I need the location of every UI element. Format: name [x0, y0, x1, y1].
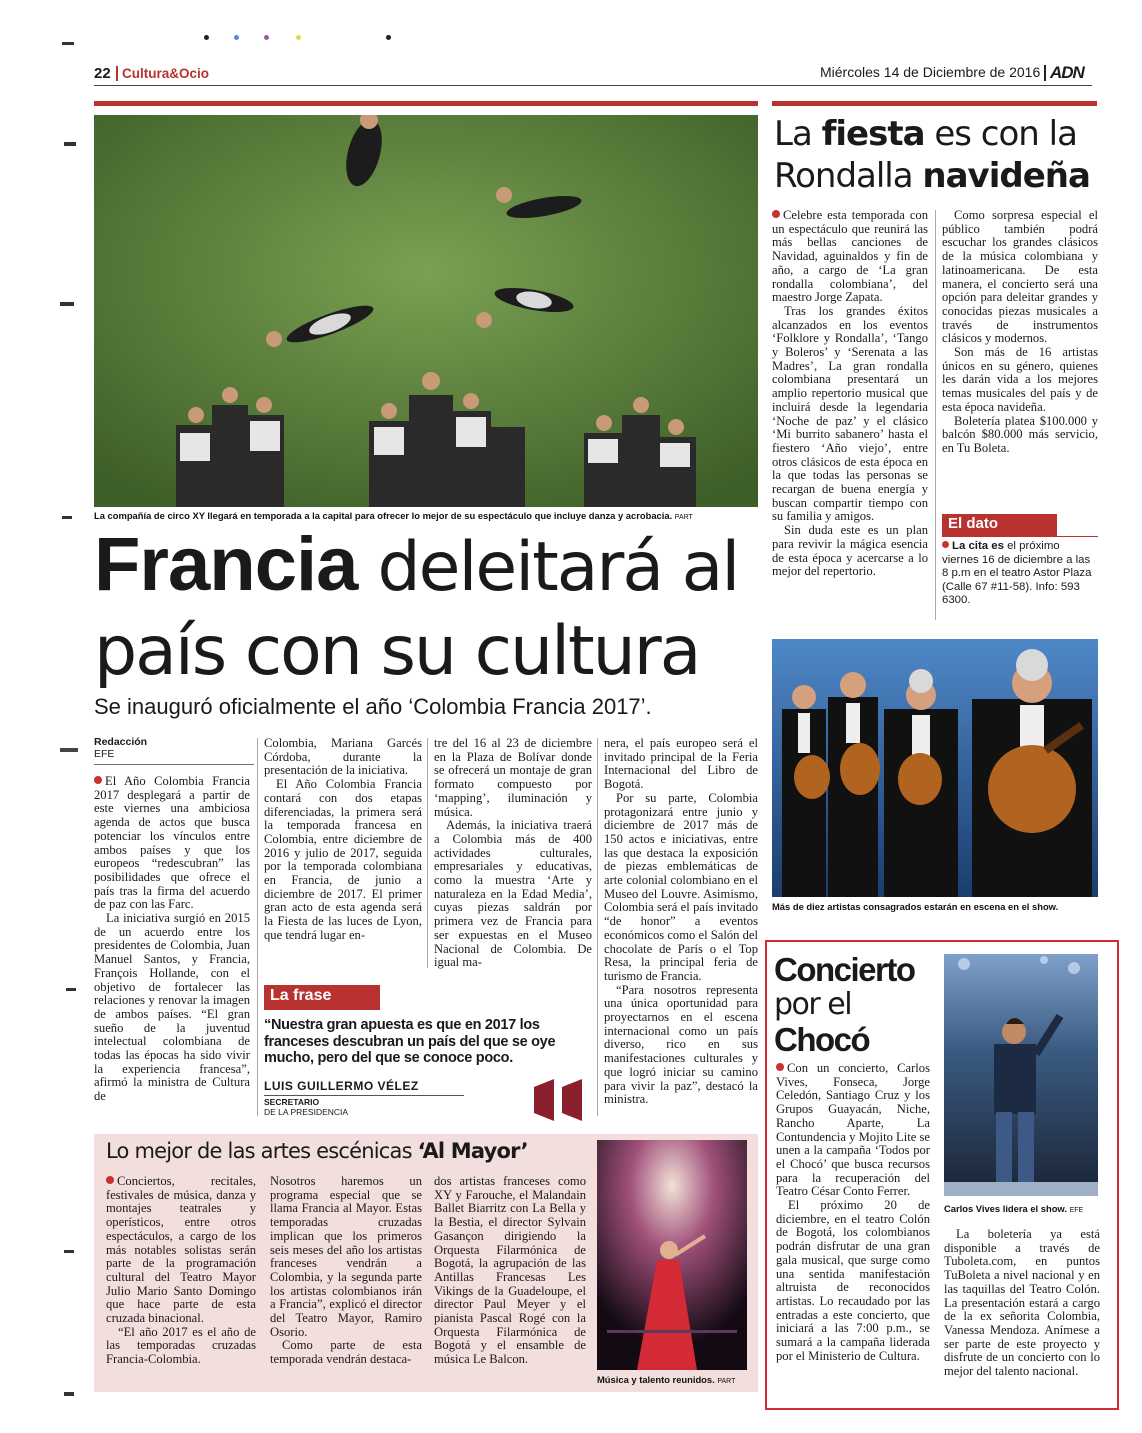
singer-photo	[597, 1140, 747, 1370]
quote-role: SECRETARIO DE LA PRESIDENCIA	[264, 1097, 349, 1117]
page-header	[94, 62, 1092, 86]
byline-name: Redacción	[94, 736, 148, 748]
main-col-4: nera, el país europeo será el invitado principal de la Feria Internacional del Libro de Bogotá. Por su parte, Colombia protagonizará entre junio y diciembre de 2017 más de 150 actos e iniciativas, entre las que destaca la exposición de piezas emblemáticas de arte colonial colombiano en el Museo del Louvre. Asimismo, Colombia será el país invitado “de honor” a eventos económicos como el Salón del chocolate de París o el Top Resa, la principal feria de turismo de Francia. “Para nosotros representa una única oportunidad para proyectarnos en el escena internacional como un país diverso, rico en sus manifestaciones culturales y que logró iniciar su camino para vivir la paz”, destacó la ministra.	[604, 736, 758, 1107]
rondalla-col-1: Celebre esta temporada con un espectáculo que reunirá las más bellas canciones de Navidad, aguinaldos y fin de año, a cargo de ‘La gran rondalla colombiana’, del maestro Jorge Zapata. Tras los grandes éxitos alcanzados en los eventos ‘Folklore y Rondalla’, ‘Tango y Boleros’ y ‘Serenata a las Madres’, La gran rondalla colombiana presentará un amplio repertorio musical que incluirá desde la legendaria ‘Noche de paz’ y el clásico ‘Mi burrito sabanero’ hasta el fiestero ‘Año viejo’, entre otros clásicos de esta época en la que todas las personas se recargan de buena energía y buscan compartir tiempo con su familia y amigos. Sin duda este es un plan para revivir la mágica esencia de esta época y acercarse a lo mejor del repertorio.	[772, 208, 928, 579]
quote-mark-icon	[532, 1079, 588, 1121]
quote-label: La frase	[264, 985, 380, 1009]
issue-date: Miércoles 14 de Diciembre de 2016	[820, 64, 1041, 80]
byline	[94, 736, 254, 765]
dato-box	[942, 514, 1098, 626]
al-mayor-col-2: Nosotros haremos un programa especial que se llama Francia al Mayor. Estas temporadas cruzadas implican que los primeros seis meses del año los artistas franceses vendrán a Colombia, y la segunda parte los artistas colombianos irán a Francia”, explicó el director del Teatro Mayor, Ramiro Osorio. Como parte de esta temporada vendrán destaca-	[270, 1174, 422, 1367]
al-mayor-title	[106, 1139, 606, 1163]
rondalla-title: La fiesta es con la Rondalla navideña	[774, 114, 1090, 196]
circus-photo-caption: La compañía de circo XY llegará en temporada a la capital para ofrecer lo mejor de su espectáculo que incluye danza y acrobacia. PART	[94, 510, 693, 521]
al-mayor-title-light: Lo mejor de las artes escénicas	[106, 1139, 412, 1163]
page-number: 22	[94, 65, 111, 82]
main-headline	[94, 523, 764, 694]
choco-col-2: La boletería ya está disponible a través de Tuboleta.com, en puntos TuBoleta a nivel nacional y en las taquillas del Teatro Colón. La presentación estará a cargo de la ex señorita Colombia, Vanessa Mendoza. Anímese a ser parte de este proyecto y disfrute de un concierto con lo mejor del talento nacional.	[944, 1227, 1100, 1379]
headline-bold: Francia	[94, 522, 358, 607]
vives-photo-caption: Carlos Vives lidera el show. EFE	[944, 1203, 1084, 1214]
circus-photo	[94, 115, 758, 507]
rondalla-col-2: Como sorpresa especial el público también podrá escuchar los grandes clásicos de la música colombiana y latinoamericana. De esta manera, el concierto será una opción para deleitar grandes y conocidas piezas musicales a través de instrumentos clásicos y modernos. Son más de 16 artistas únicos en su género, quienes les darán vida a los mejores temas musicales del país y de esta época navideña. Boletería platea $100.000 y balcón $80.000 más servicio, en Tu Boleta.	[942, 208, 1098, 455]
singer-photo-caption: Música y talento reunidos. PART	[597, 1374, 736, 1385]
vives-photo	[944, 954, 1098, 1196]
quote-box	[264, 985, 592, 1121]
quote-text: “Nuestra gran apuesta es que en 2017 los franceses descubran un país del que se oye mucho, pero del que se conoce poco.	[264, 1017, 556, 1066]
rondalla-photo-caption: Más de diez artistas consagrados estarán en escena en el show.	[772, 901, 1059, 912]
al-mayor-title-bold: ‘Al Mayor’	[417, 1139, 528, 1163]
top-rule-left	[94, 101, 758, 106]
choco-col-1: Con un concierto, Carlos Vives, Fonseca, Jorge Celedón, Santiago Cruz y los Grupos Guayacán, Niche, Rancho Aparte, La Contundencia y Mojito Lite se unen a la campaña ‘Todos por el Chocó’ que busca recursos para la recuperación del Teatro César Conto Ferrer. El próximo 20 de diciembre, en el teatro Colón de Bogotá, los colombianos podrán disfrutar de una gran gala musical, que surge como una sentida manifestación altruista de reconocidos artistas. Lo recaudado por las entradas a este concierto, que iniciará a las 7:00 p.m., se sumará a la campaña liderada por el Ministerio de Cultura.	[776, 1061, 930, 1363]
dato-label: El dato	[942, 514, 1057, 536]
byline-agency: EFE	[94, 748, 115, 760]
main-subhead: Se inauguró oficialmente el año ‘Colombia Francia 2017’.	[94, 694, 652, 719]
headline-light: deleitará al	[377, 528, 739, 607]
rondalla-photo	[772, 639, 1098, 897]
section-name: Cultura&Ocio	[122, 66, 210, 81]
choco-title: Concierto por el Chocó	[774, 951, 915, 1058]
top-rule-right	[772, 101, 1097, 106]
main-col-3: tre del 16 al 23 de diciembre en la Plaza de Bolívar donde se ofrecerá un montaje de gran formato compuesto por ‘mapping’, iluminación y música. Además, la iniciativa traerá a Colombia más de 400 actividades culturales, empresariales y educativas, como la muestra ‘Arte y naturaleza en la Edad Media’, cuyas piezas saldrán por primera vez de Francia para ser expuestas en el Museo Nacional de Colombia. De igual ma-	[434, 736, 592, 970]
dato-text: La cita es el próximo viernes 16 de diciembre a las 8 p.m en el teatro Astor Plaza (Calle 67 #11-58). Info: 593 6300.	[942, 540, 1092, 607]
headline-line2: país con su cultura	[94, 612, 700, 691]
adn-logo: ADN	[1050, 63, 1084, 82]
main-col-1: El Año Colombia Francia 2017 desplegará a partir de este viernes una ambiciosa agenda de actos que busca potenciar los vínculos entre ambos países y que los europeos “redescubran” las posibilidades que ofrece el país tras la firma del acuerdo de paz con las Farc. La iniciativa surgió en 2015 de un acuerdo entre los presidentes de Colombia, Juan Manuel Santos, y Francia, François Hollande, con el objetivo de fortalecer las relaciones y renovar la imagen de ambos países. “El gran sueño de la juventud intelectual colombiana de todas las épocas ha sido vivir la experiencia francesa”, afirmó la ministra de Cultura de	[94, 774, 250, 1104]
al-mayor-col-1: Conciertos, recitales, festivales de música, danza y montajes teatrales y operísticos, entre otros espectáculos, a cargo de los más notables solistas serán parte de la programación cultural del Teatro Mayor Julio Mario Santo Domingo que hace parte de esta cruzada binacional. “El año 2017 es el año de las temporadas cruzadas Francia-Colombia.	[106, 1174, 256, 1367]
al-mayor-col-3: dos artistas franceses como XY y Farouche, el Malandain Ballet Biarritz con La Bella y la Bestia, el director Sylvain Gasançon dirigiendo la Orquesta Filarmónica de Bogotá, la agrupación de las Antillas Francesas Les Vikings de la Guadeloupe, el director Paul Meyer y el pianista Pascal Rogé con la Orquesta Filarmónica de Bogotá y el ensamble de música Le Balcon.	[434, 1174, 586, 1367]
main-col-2: Colombia, Mariana Garcés Córdoba, durante la presentación de la iniciativa. El Año Colombia Francia contará con dos etapas diferenciadas, la primera será la temporada francesa en Colombia, entre diciembre de 2016 y julio de 2017, seguida por la temporada colombiana en Francia, de junio a diciembre de 2017. El primer gran acto de esta agenda será la Fiesta de las luces de Lyon, que tendrá lugar en-	[264, 736, 422, 942]
quote-author: LUIS GUILLERMO VÉLEZ	[264, 1079, 419, 1093]
